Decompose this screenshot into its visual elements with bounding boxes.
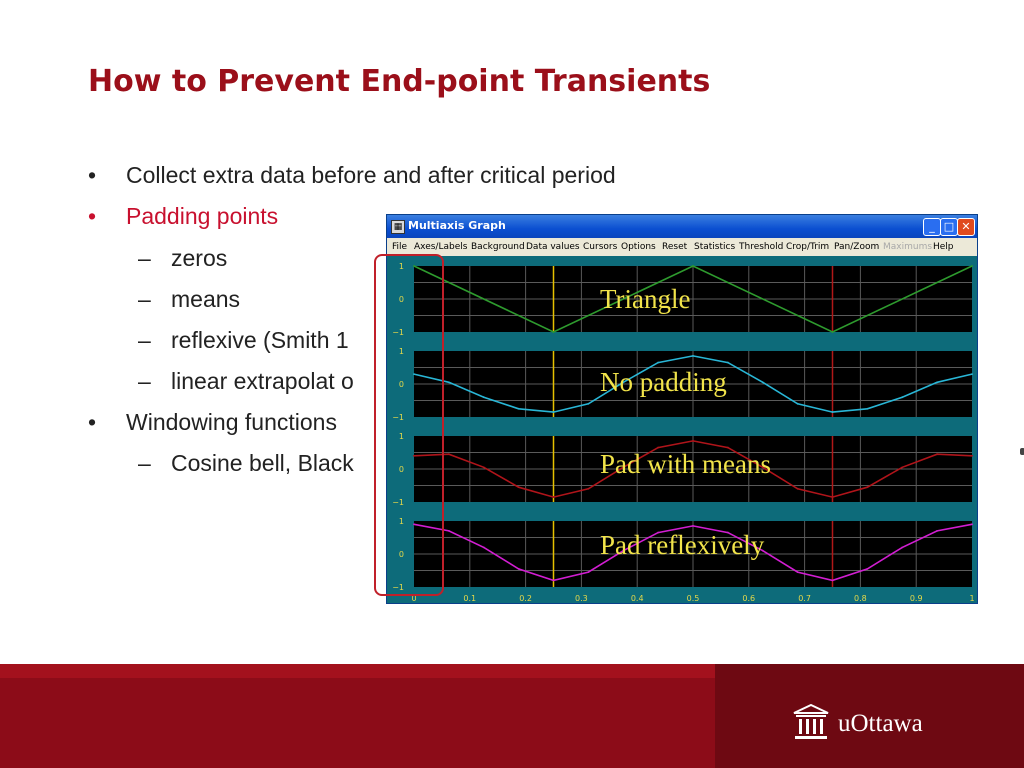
data-point xyxy=(797,571,799,573)
brand-name: uOttawa xyxy=(838,710,923,737)
data-point xyxy=(901,466,903,468)
data-point xyxy=(553,331,555,333)
panel-label-pad-with-means: Pad with means xyxy=(600,449,771,479)
data-point xyxy=(971,455,973,457)
sub-bullet-text: linear extrapolat o xyxy=(171,368,354,394)
data-point xyxy=(971,373,973,375)
data-point xyxy=(971,265,973,267)
y-tick-label: 1 xyxy=(398,347,404,356)
university-building-icon xyxy=(793,704,829,742)
slide-artifact-dot xyxy=(1020,448,1024,455)
bullet-text: Collect extra data before and after critical period xyxy=(126,162,616,188)
data-point xyxy=(727,362,729,364)
data-point xyxy=(866,408,868,410)
close-icon[interactable]: ✕ xyxy=(957,218,975,236)
data-point xyxy=(832,331,834,333)
data-point xyxy=(587,403,589,405)
sub-bullet-text: zeros xyxy=(171,245,228,271)
data-point xyxy=(692,525,694,527)
sub-bullet-item xyxy=(138,450,354,477)
data-point xyxy=(448,381,450,383)
sub-bullet-item xyxy=(138,368,354,395)
sub-bullet-marker: – xyxy=(138,286,151,312)
sub-bullet-text: reflexive (Smith 1 xyxy=(171,327,349,353)
y-tick-label: 0 xyxy=(398,295,404,304)
data-point xyxy=(832,580,834,582)
bullet-text: Padding points xyxy=(126,203,279,229)
y-axis-highlight-box xyxy=(374,254,444,596)
x-tick-label: 0.9 xyxy=(909,594,923,602)
data-point xyxy=(832,496,834,498)
data-point xyxy=(866,486,868,488)
bullet-marker: • xyxy=(88,162,97,188)
data-point xyxy=(553,496,555,498)
data-point xyxy=(692,265,694,267)
data-point xyxy=(483,466,485,468)
panel-label-triangle: Triangle xyxy=(600,284,691,314)
x-tick-label: 1 xyxy=(969,594,975,602)
sub-bullet-marker: – xyxy=(138,327,151,353)
data-point xyxy=(483,396,485,398)
menu-threshold[interactable]: Threshold xyxy=(739,242,784,252)
minimize-icon[interactable]: _ xyxy=(923,218,941,236)
menu-axes-labels[interactable]: Axes/Labels xyxy=(414,242,468,252)
bullet-marker: • xyxy=(88,203,97,229)
sub-bullet-item xyxy=(138,245,227,272)
menu-bar xyxy=(387,238,977,256)
x-tick-label: 0.8 xyxy=(854,594,867,602)
menu-statistics[interactable]: Statistics xyxy=(694,242,736,252)
sub-bullet-item xyxy=(138,286,240,313)
x-tick-label: 0.2 xyxy=(519,594,532,602)
data-point xyxy=(936,530,938,532)
x-tick-label: 0.4 xyxy=(630,594,644,602)
bullet-item xyxy=(88,203,278,230)
window-titlebar[interactable] xyxy=(387,215,977,238)
data-point xyxy=(832,411,834,413)
sub-bullet-text: Cosine bell, Black xyxy=(171,450,354,476)
panel-label-no-padding: No padding xyxy=(600,367,727,397)
menu-help[interactable]: Help xyxy=(933,242,954,252)
y-tick-label: 0 xyxy=(398,550,404,559)
y-tick-label: −1 xyxy=(392,498,404,507)
data-point xyxy=(936,381,938,383)
data-point xyxy=(971,523,973,525)
data-point xyxy=(448,530,450,532)
bullet-item xyxy=(88,409,337,436)
y-tick-label: −1 xyxy=(392,583,404,592)
menu-maximums: Maximums xyxy=(883,242,933,252)
menu-cursors[interactable]: Cursors xyxy=(583,242,618,252)
data-point xyxy=(936,453,938,455)
panel-label-pad-reflexively: Pad reflexively xyxy=(600,530,765,560)
y-tick-label: 1 xyxy=(398,262,404,271)
y-tick-label: 1 xyxy=(398,517,404,526)
y-tick-label: 0 xyxy=(398,380,404,389)
menu-crop-trim[interactable]: Crop/Trim xyxy=(786,242,830,252)
y-tick-label: 1 xyxy=(398,432,404,441)
menu-pan-zoom[interactable]: Pan/Zoom xyxy=(834,242,880,252)
menu-reset[interactable]: Reset xyxy=(662,242,688,252)
menu-data-values[interactable]: Data values xyxy=(526,242,580,252)
x-tick-label: 0 xyxy=(411,594,417,602)
graph-app-icon[interactable]: ▦ xyxy=(391,220,405,234)
x-tick-label: 0.3 xyxy=(575,594,588,602)
bullet-item xyxy=(88,162,616,189)
data-point xyxy=(692,440,694,442)
data-point xyxy=(762,381,764,383)
data-point xyxy=(901,396,903,398)
data-point xyxy=(657,362,659,364)
data-point xyxy=(448,453,450,455)
sub-bullet-marker: – xyxy=(138,450,151,476)
x-tick-label: 0.1 xyxy=(463,594,477,602)
sub-bullet-marker: – xyxy=(138,368,151,394)
maximize-icon[interactable]: □ xyxy=(940,218,958,236)
data-point xyxy=(553,411,555,413)
menu-options[interactable]: Options xyxy=(621,242,656,252)
data-point xyxy=(797,488,799,490)
data-point xyxy=(518,568,520,570)
bullet-text: Windowing functions xyxy=(126,409,337,435)
sub-bullet-item xyxy=(138,327,349,354)
data-point xyxy=(692,355,694,357)
data-point xyxy=(483,547,485,549)
sub-bullet-marker: – xyxy=(138,245,151,271)
data-point xyxy=(866,568,868,570)
x-tick-label: 0.6 xyxy=(742,594,756,602)
sub-bullet-text: means xyxy=(171,286,241,312)
data-point xyxy=(553,580,555,582)
y-tick-label: −1 xyxy=(392,413,404,422)
data-point xyxy=(587,488,589,490)
slide-title: How to Prevent End-point Transients xyxy=(88,64,711,99)
menu-file[interactable]: File xyxy=(392,242,408,252)
data-point xyxy=(587,571,589,573)
data-point xyxy=(518,408,520,410)
x-tick-label: 0.7 xyxy=(798,594,811,602)
y-tick-label: 0 xyxy=(398,465,404,474)
window-title: Multiaxis Graph xyxy=(408,219,506,232)
data-point xyxy=(797,403,799,405)
data-point xyxy=(518,486,520,488)
bullet-marker: • xyxy=(88,409,97,435)
y-tick-label: −1 xyxy=(392,328,404,337)
x-tick-label: 0.5 xyxy=(686,594,700,602)
menu-background[interactable]: Background xyxy=(471,242,525,252)
data-point xyxy=(901,547,903,549)
